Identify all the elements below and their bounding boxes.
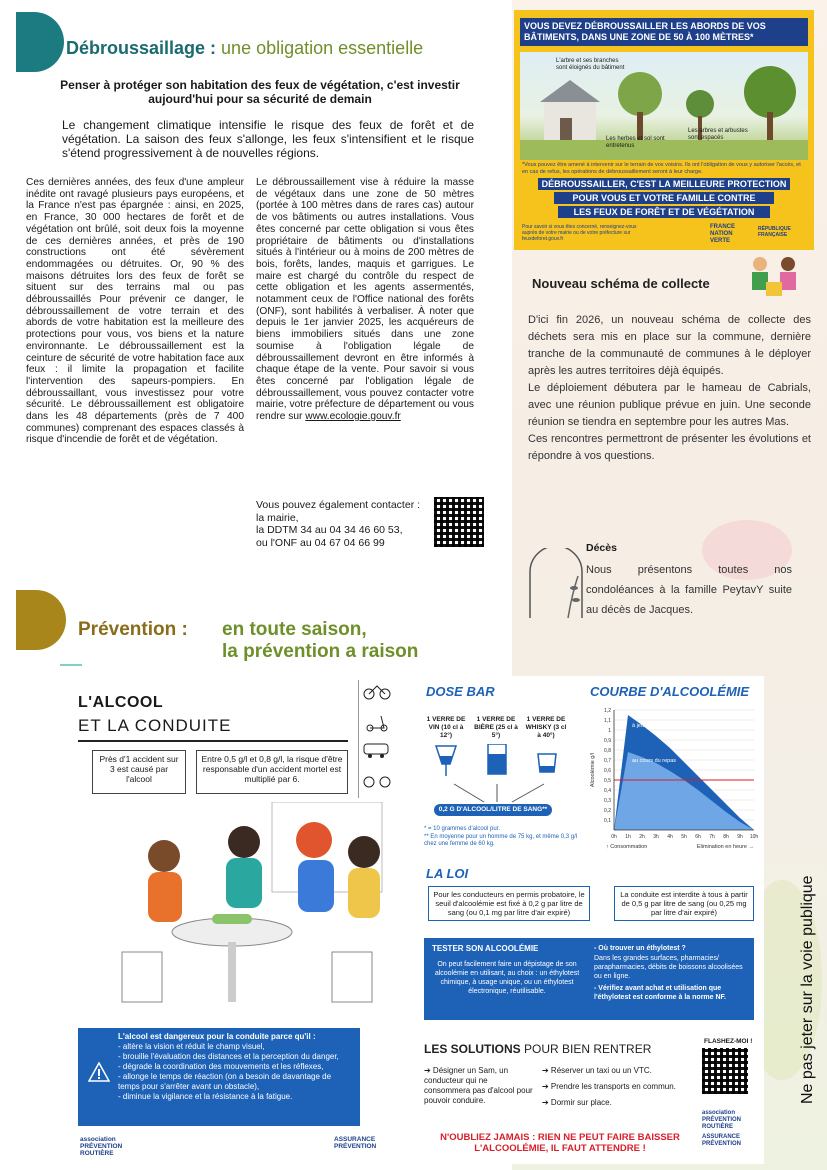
debroussaillage-intro: Le changement climatique intensifie le risque des feux de forêt et de végétation. La saison des feux s'allonge, les feux s'intensifient et le risque s'étend progressivement à de nouvelles régions. — [62, 118, 474, 160]
poster-title: VOUS DEVEZ DÉBROUSSAILLER LES ABORDS DE VOS BÂTIMENTS, DANS UNE ZONE DE 50 À 100 MÈTRES* — [520, 18, 808, 46]
poster-banner-1: DÉBROUSSAILLER, C'EST LA MEILLEURE PROTECTION — [538, 178, 790, 190]
poster-banner-3: LES FEUX DE FORÊT ET DE VÉGÉTATION — [558, 206, 770, 218]
vehicle-icons — [359, 680, 393, 798]
debroussaillage-poster — [514, 10, 814, 250]
danger-title: L'alcool est dangereux pour la conduite parce qu'il : — [118, 1032, 316, 1041]
recycling-people-icon — [746, 252, 802, 298]
chart-x-label-right: Elimination en heure → — [696, 844, 754, 850]
stat-box-1: Près d'1 accident sur 3 est causé par l'alcool — [92, 750, 186, 794]
danger-item: - allonge le temps de réaction (on a besoin de davantage de temps pour s'arrêter avant un obstacle), — [118, 1072, 332, 1091]
glass-label-wine: 1 VERRE DE VIN (10 cl à 12°) — [426, 716, 466, 739]
chart-y-label: Alcoolémie g/l — [590, 752, 596, 788]
glass-label-beer: 1 VERRE DE BIÈRE (25 cl à 5°) — [474, 716, 518, 739]
chart-y-tick: 0,8 — [604, 748, 611, 754]
tester-where-text: Dans les grandes surfaces, pharmacies/ parapharmacies, débits de boissons alcoolisées ou en ligne. — [594, 955, 743, 980]
loi-box-probatoire: Pour les conducteurs en permis probatoire, le seuil d'alcoolémie est fixé à 0,2 g par litre de sang (ou 0,1 mg par litre d'air expiré) — [428, 886, 590, 921]
prevention-title-left: Prévention : — [78, 619, 188, 640]
glass-label-whisky: 1 VERRE DE WHISKY (3 cl à 40°) — [525, 716, 567, 739]
dose-bar-title: DOSE BAR — [426, 684, 495, 699]
solution-taxi: ➔ Réserver un taxi ou un VTC. — [542, 1066, 652, 1075]
dose-note-2: ** En moyenne pour un homme de 75 kg, et même 0,3 g/l chez une femme de 60 kg. — [424, 834, 578, 847]
poster-note: *Vous pouvez être amené à intervenir sur le terrain de vos voisins. Ils ont l'obligation de vous y autoriser l'accès, et en cas de refus, les opérations de débroussaillement seront à leur charge. — [522, 162, 801, 175]
prevention-routiere-logo: association PRÉVENTION ROUTIÈRE — [80, 1136, 123, 1157]
contact-onf: ou l'ONF au 04 67 04 66 99 — [256, 536, 385, 549]
chart-x-tick: 9h — [737, 834, 743, 840]
condolence-branch-icon — [528, 548, 584, 620]
loi-box-general: La conduite est interdite à tous à partir de 0,5 g par litre de sang (ou 0,25 mg par litre d'air expiré) — [614, 886, 754, 921]
france-nation-verte-logo: FRANCE NATION VERTE — [710, 224, 735, 244]
assurance-prevention-logo: ASSURANCE PRÉVENTION — [334, 1136, 377, 1150]
debroussaillage-title: Débroussaillage : une obligation essentielle — [66, 38, 424, 58]
deces-text: Nous présentons toutes nos condoléances à la famille PeytavY suite au décès de Jacques. — [586, 564, 792, 616]
section-marker-circle — [16, 12, 64, 72]
chart-x-tick: 4h — [667, 834, 673, 840]
danger-item: - brouille l'évaluation des distances et la perception du danger, — [118, 1052, 339, 1061]
alcool-title-2: ET LA CONDUITE — [78, 716, 232, 735]
warning-message — [426, 1132, 694, 1154]
solution-transport: ➔ Prendre les transports en commun. — [542, 1082, 676, 1091]
debroussaillage-column-1: Ces dernières années, des feux d'une ampleur inédite ont ravagé plusieurs pays européens, et la France n'est pas épargnée : ainsi, en 2025, en France, 30 000 hectares de forêt et de végétation ont brûlé, soit deux fois la moyenne de ces dernières années, et près de 190 constructions ont été sévèrement endommagées ou détruites. Or, 90 % des maisons détruites lors des feux de forêt se situent sur des terrains mal ou pas débroussaillés Pour prévenir ce danger, le débroussaillement de votre terrain et des abords de votre habitation est la meilleure des protections pour vous, vos biens et la nature environnante. Le débroussaillement est la ceinture de sécurité de votre habitation face aux feux : il limite la propagation et facilite l'intervention des sapeurs-pompiers. En débroussaillant, vous investissez pour votre sécurité. Le débroussaillement est obligatoire dans les 48 départements (près de 7 400 communes) comprenant des espaces classés à risque d'incendie de forêt et de végétation. — [26, 177, 244, 446]
alcool-panel — [62, 676, 764, 1164]
contact-intro: Vous pouvez également contacter : la mairie, — [256, 499, 421, 524]
tester-where-title: - Où trouver un éthylotest ? — [594, 945, 686, 952]
prevention-title-line-1: en toute saison, — [222, 619, 367, 640]
label-shrubs: Les arbres et arbustes sont espacés — [688, 128, 748, 141]
solution-sam: ➔ Désigner un Sam, un conducteur qui ne consommera pas d'alcool pour pouvoir conduire. — [424, 1066, 533, 1105]
warning-line-2: L'ALCOOLÉMIE, IL FAUT ATTENDRE ! — [474, 1143, 646, 1154]
poster-illustration — [520, 52, 808, 160]
danger-box — [78, 1028, 360, 1126]
dose-result-pill: 0,2 G D'ALCOOL/LITRE DE SANG** — [434, 804, 552, 816]
stat-box-2: Entre 0,5 g/l et 0,8 g/l, la risque d'être responsable d'un accident mortel est multiplié par 6. — [196, 750, 348, 794]
chart-y-tick: 1 — [608, 728, 611, 734]
collecte-paragraph-1: D'ici fin 2026, un nouveau schéma de collecte des déchets sera mis en place sur la commune, dernière tranche de la communauté de communes à le déployer après les autres territoires déjà équipés. — [528, 314, 811, 377]
poster-footer: Pour savoir si vous êtes concerné, renseignez-vous auprès de votre mairie ou de votre préfecture sur feuxdeforet.gouv.fr — [522, 224, 637, 242]
side-notice: Ne pas jeter sur la voie publique — [799, 875, 816, 1104]
qr-code[interactable] — [434, 497, 484, 547]
vehicles-strip — [358, 680, 393, 798]
collecte-text — [528, 312, 811, 465]
debroussaillage-subtitle: Penser à protéger son habitation des feux de végétation, c'est investir aujourd'hui pour sa sécurité de demain — [60, 78, 460, 106]
label-herbs: Les herbes et sol sont entretenus — [606, 136, 665, 149]
title-underline — [78, 740, 348, 742]
chart-y-tick: 1,2 — [604, 708, 611, 714]
tester-text: On peut facilement faire un dépistage de son alcoolémie en utilisant, au choix : un éthylotest chimique, à usage unique, ou un éthylotest électronique, réutilisable. — [434, 961, 580, 995]
chart-x-tick: 10h — [749, 834, 759, 840]
collecte-paragraph-2: Le déploiement débutera par le hameau de Cabrials, avec une réunion publique prévue en juin. Une seconde réunion se tiendra en septembre pour les autres Mas. — [528, 382, 811, 428]
chart-x-tick: 0h — [611, 834, 617, 840]
chart-x-tick: 8h — [723, 834, 729, 840]
chart-series-label: à jeun — [632, 723, 647, 729]
chart-x-tick: 3h — [653, 834, 659, 840]
collecte-paragraph-3: Ces rencontres permettront de présenter les évolutions et répondre à vos questions. — [528, 433, 811, 462]
solution-dormir: ➔ Dormir sur place. — [542, 1098, 612, 1107]
prevention-marker-circle — [16, 590, 66, 650]
chart-x-tick: 2h — [639, 834, 645, 840]
chart-x-tick: 6h — [695, 834, 701, 840]
chart-y-tick: 0,7 — [604, 758, 611, 764]
republique-logo: RÉPUBLIQUE FRANÇAISE — [758, 226, 791, 238]
contact-block — [256, 499, 426, 549]
tester-title: TESTER SON ALCOOLÉMIE — [432, 944, 539, 953]
chart-y-tick: 0,2 — [604, 808, 611, 814]
chart-y-tick: 0,3 — [604, 798, 611, 804]
chart-y-tick: 0,5 — [604, 778, 611, 784]
chart-y-tick: 0,6 — [604, 768, 611, 774]
danger-item: - altère la vision et réduit le champ visuel, — [118, 1042, 265, 1051]
tester-verify: - Vérifiez avant achat et utilisation que l'éthylotest est conforme à la norme NF. — [594, 985, 726, 1001]
collecte-title: Nouveau schéma de collecte — [532, 276, 710, 291]
prevention-title-right — [222, 619, 418, 663]
debroussaillage-column-2: Le débroussaillement vise à réduire la masse de végétaux dans une zone de 50 mètres (portée à 100 mètres dans de rares cas) autour de vos bâtiments ou autres installations. Vous êtes concerné par cette obligation si vous êtes propriétaire de bâtiments ou d'installations situés à l'intérieur ou à moins de 200 mètres de bois, forêts, landes, maquis et garrigues. Le maire est chargé du contrôle du respect de cette obligation et les agents assermentés, notamment ceux de l'Office national des forêts (ONF), sont habilités à verbaliser. À noter que depuis le 1er janvier 2025, les acquéreurs de biens immobiliers situés dans une zone soumise à l'obligation légale de débroussaillement devront en être informés à chaque étape de la vente. Pour savoir si vous êtes concerné par l'obligation légale de débroussaillement, vous pouvez contacter votre mairie, votre préfecture de département ou vous rendre sur www.ecologie.gouv.fr — [256, 177, 474, 423]
chart-x-tick: 5h — [681, 834, 687, 840]
solutions-title: LES SOLUTIONS POUR BIEN RENTRER — [424, 1042, 652, 1056]
prevention-routiere-logo-2: association PRÉVENTION ROUTIÈRE — [702, 1110, 742, 1130]
prevention-title-line-2: la prévention a raison — [222, 641, 419, 662]
warning-icon — [88, 1062, 110, 1082]
chart-series-label: au cours du repas — [632, 758, 677, 764]
chart-x-label-left: ↑ Consommation — [606, 844, 648, 850]
dose-note-1: * = 10 grammes d'alcool pur. — [424, 826, 501, 832]
friends-drinking-illustration — [102, 802, 402, 1008]
deces-title: Décès — [586, 542, 617, 554]
chart-title: COURBE D'ALCOOLÉMIE — [590, 684, 750, 699]
chart-y-tick: 1,1 — [604, 718, 611, 724]
poster-banner-2: POUR VOUS ET VOTRE FAMILLE CONTRE — [554, 192, 774, 204]
flash-label: FLASHEZ-MOI ! — [704, 1038, 753, 1045]
chart-x-tick: 1h — [625, 834, 631, 840]
label-trees: L'arbre et ses branches sont éloignés du bâtiment — [556, 58, 625, 71]
contact-ddtm: la DDTM 34 au 04 34 46 60 53, — [256, 524, 403, 536]
alcoholemia-chart — [588, 700, 764, 860]
chart-y-tick: 0,1 — [604, 818, 611, 824]
divider — [60, 664, 82, 666]
danger-item: - diminue la vigilance et la résistance à la fatigue. — [118, 1092, 293, 1101]
danger-item: - dégrade la coordination des mouvements et les réflexes, — [118, 1062, 324, 1071]
alcool-title-1: L'ALCOOL — [78, 694, 164, 711]
ecologie-link[interactable]: www.ecologie.gouv.fr — [305, 411, 401, 423]
chart-y-tick: 0,4 — [604, 788, 611, 794]
tester-box — [424, 938, 754, 1020]
chart-y-tick: 0,9 — [604, 738, 611, 744]
warning-line-1: N'OUBLIEZ JAMAIS : RIEN NE PEUT FAIRE BAISSER — [440, 1132, 680, 1143]
solutions-qr-code[interactable] — [702, 1048, 748, 1094]
assurance-prevention-logo-2: ASSURANCE PRÉVENTION — [702, 1134, 742, 1147]
chart-x-tick: 7h — [709, 834, 715, 840]
loi-title: LA LOI — [426, 866, 469, 881]
